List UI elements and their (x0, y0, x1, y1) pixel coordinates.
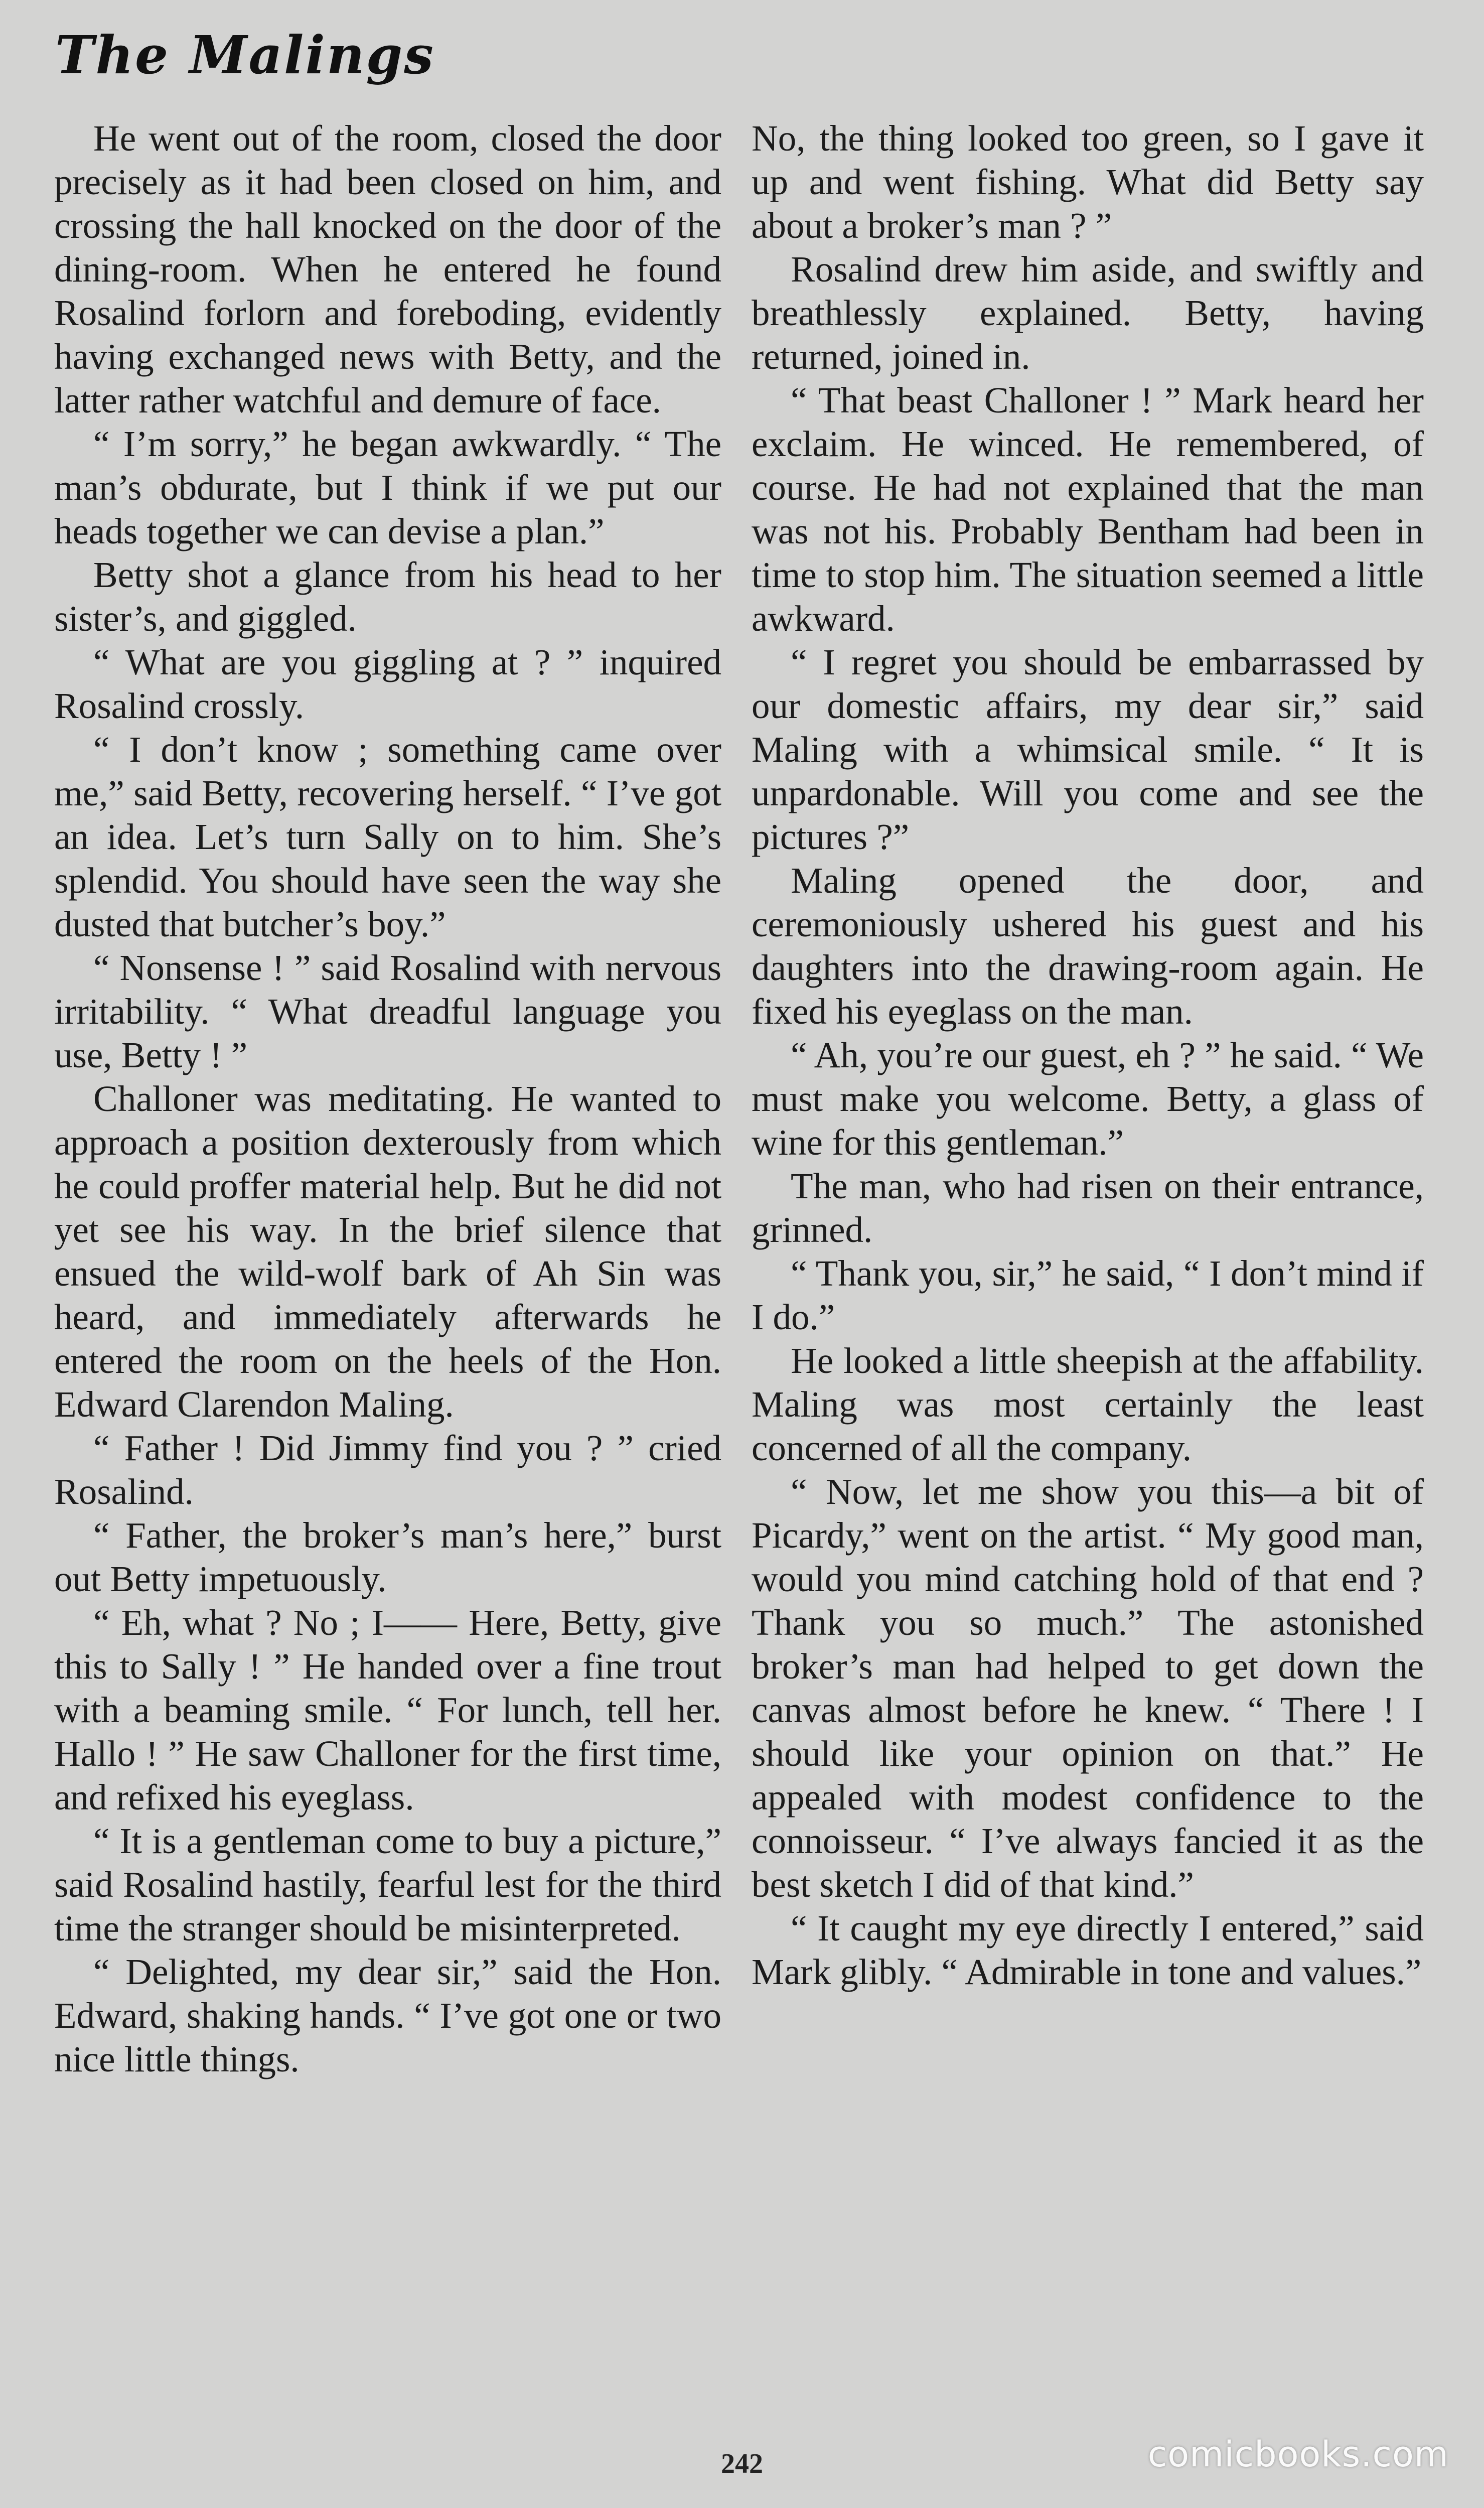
paragraph: “ I regret you should be embarrassed by our domestic affairs, my dear sir,” said Maling with a whimsical smile. “ It is unpardonable. Will you come and see the pictures ?” (752, 642, 1424, 857)
paragraph: “ It caught my eye directly I entered,” said Mark glibly. “ Admirable in tone and values.” (752, 1908, 1424, 1992)
watermark-text: comicbooks.com (1147, 2434, 1449, 2475)
paragraph: “ Nonsense ! ” said Rosalind with nervous irritability. “ What dreadful language you use, Betty ! ” (54, 947, 721, 1075)
paragraph: Betty shot a glance from his head to her sister’s, and giggled. (54, 554, 721, 639)
paragraph: Maling opened the door, and ceremoniously ushered his guest and his daughters into the drawing-room again. He fixed his eyeglass on the man. (752, 860, 1424, 1032)
paragraph: “ It is a gentleman come to buy a picture,” said Rosalind hastily, fearful lest for the third time the stranger should be misinterpreted. (54, 1821, 721, 1948)
paragraph-continued: No, the thing looked too green, so I gave it up and went fishing. What did Betty say about a broker’s man ? ” (752, 118, 1424, 246)
paragraph: He looked a little sheepish at the affability. Maling was most certainly the least concerned of all the company. (752, 1340, 1424, 1468)
paragraph: “ Ah, you’re our guest, eh ? ” he said. “ We must make you welcome. Betty, a glass of wine for this gentleman.” (752, 1035, 1424, 1163)
paragraph: Challoner was meditating. He wanted to approach a position dexterously from which he could proffer material help. But he did not yet see his way. In the brief silence that ensued the wild-wolf bark of Ah Sin was heard, and immediately afterwards he entered the room on the heels of the Hon. Edward Clarendon Maling. (54, 1078, 721, 1425)
paragraph: “ I don’t know ; something came over me,” said Betty, recovering herself. “ I’ve got an idea. Let’s turn Sally on to him. She’s splendid. You should have seen the way she dusted that butcher’s boy.” (54, 729, 721, 944)
paragraph: “ Father, the broker’s man’s here,” burst out Betty impetuously. (54, 1515, 721, 1599)
paragraph: “ What are you giggling at ? ” inquired Rosalind crossly. (54, 642, 721, 726)
paragraph: The man, who had risen on their entrance, grinned. (752, 1166, 1424, 1250)
running-header-title: The Malings (55, 24, 435, 86)
paragraph: “ I’m sorry,” he began awkwardly. “ The man’s obdurate, but I think if we put our heads together we can devise a plan.” (54, 424, 721, 551)
paragraph: “ Now, let me show you this—a bit of Picardy,” went on the artist. “ My good man, would you mind catching hold of that end ? Thank you so much.” The astonished broker’s man had helped to get down the canvas almost before he knew. “ There ! I should like your opinion on that.” He appealed with modest confidence to the connoisseur. “ I’ve always fancied it as the best sketch I did of that kind.” (752, 1471, 1424, 1905)
right-column (752, 116, 1424, 1994)
left-column (54, 116, 721, 2081)
paragraph: “ Father ! Did Jimmy find you ? ” cried Rosalind. (54, 1428, 721, 1512)
paragraph: “ That beast Challoner ! ” Mark heard her exclaim. He winced. He remembered, of course. He had not explained that the man was not his. Probably Bentham had been in time to stop him. The situation seemed a little awkward. (752, 380, 1424, 639)
paragraph: “ Thank you, sir,” he said, “ I don’t mind if I do.” (752, 1253, 1424, 1337)
page-number: 242 (721, 2448, 763, 2479)
paragraph: He went out of the room, closed the door precisely as it had been closed on him, and crossing the hall knocked on the door of the dining-room. When he entered he found Rosalind forlorn and foreboding, evidently having exchanged news with Betty, and the latter rather watchful and demure of face. (54, 118, 721, 421)
paragraph: Rosalind drew him aside, and swiftly and breathlessly explained. Betty, having returned, joined in. (752, 249, 1424, 377)
paragraph: “ Delighted, my dear sir,” said the Hon. Edward, shaking hands. “ I’ve got one or two nice little things. (54, 1952, 721, 2079)
paragraph: “ Eh, what ? No ; I—— Here, Betty, give this to Sally ! ” He handed over a fine trout with a beaming smile. “ For lunch, tell her. Hallo ! ” He saw Challoner for the first time, and refixed his eyeglass. (54, 1602, 721, 1818)
